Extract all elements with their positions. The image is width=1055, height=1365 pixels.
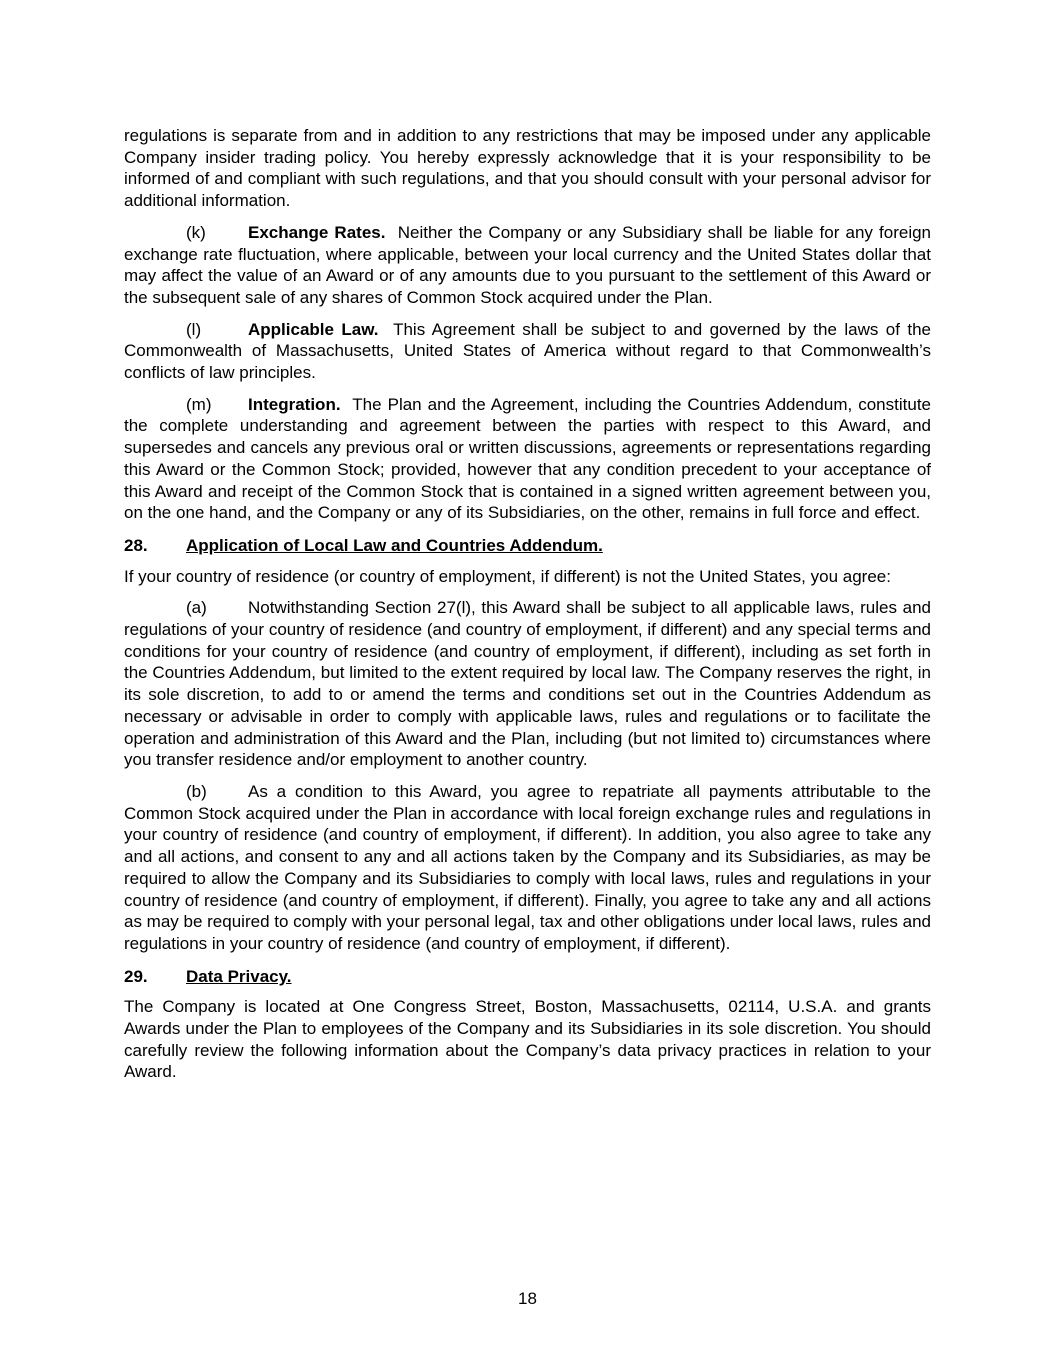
subsection-k-text: Neither the Company or any Subsidiary shall be liable for any foreign exchange rate fluctuation, where applicable, between your local currency and the United States dollar that may affect the value of an Award or of any amounts due to you pursuant to the settlement of this Award or the subsequent sale of any shares of Common Stock acquired under the Plan. (124, 222, 932, 307)
page-number: 18 (518, 1289, 537, 1308)
document-page (124, 125, 931, 1093)
subsection-k-label: (k) (186, 222, 206, 242)
section-29-title: Data Privacy. (186, 966, 292, 986)
subsection-m-label: (m) (186, 394, 212, 414)
subsection-28a-text: Notwithstanding Section 27(l), this Award shall be subject to all applicable laws, rules and regulations of your country of residence (and country of employment, if different) and any special terms and conditions for your country of residence (and country of employment, if different), including as set forth in the Countries Addendum, but limited to the extent required by local law. The Company reserves the right, in its sole discretion, to add to or amend the terms and conditions set out in the Countries Addendum as necessary or advisable in order to comply with applicable laws, rules and regulations or to facilitate the operation and administration of this Award and the Plan, including (but not limited to) circumstances where you transfer residence and/or employment to another country. (124, 598, 931, 770)
continuation-paragraph: regulations is separate from and in addition to any restrictions that may be imposed under any applicable Company insider trading policy. You hereby expressly acknowledge that it is your responsibility to be informed of and compliant with such regulations, and that you should consult with your personal advisor for additional information. (124, 126, 931, 211)
subsection-k-title: Exchange Rates. (248, 222, 386, 242)
section-28-intro: If your country of residence (or country of employment, if different) is not the United States, you agree: (124, 566, 891, 586)
subsection-l-text: This Agreement shall be subject to and governed by the laws of the Commonwealth of Massachusetts, United States of America without regard to that Commonwealth’s conflicts of law principles. (124, 319, 931, 383)
section-28-heading (124, 535, 931, 557)
section-28-title: Application of Local Law and Countries Addendum. (186, 535, 603, 555)
subsection-m (124, 394, 931, 524)
section-29-heading (124, 966, 931, 988)
subsection-28a (124, 597, 931, 771)
subsection-28a-label: (a) (186, 598, 207, 618)
subsection-28b-label: (b) (186, 781, 207, 801)
section-29-number: 29. (124, 966, 148, 986)
subsection-l-label: (l) (186, 319, 202, 339)
subsection-m-title: Integration. (248, 394, 341, 414)
subsection-28b-text: As a condition to this Award, you agree to repatriate all payments attributable to the Common Stock acquired under the Plan in accordance with local foreign exchange rules and regulations in your country of residence (and country of employment, if different). In addition, you also agree to take any and all actions, and consent to any and all actions taken by the Company and its Subsidiaries, as may be required to allow the Company and its Subsidiaries to comply with local laws, rules and regulations in your country of residence (and country of employment, if different). Finally, you agree to take any and all actions as may be required to comply with your personal legal, tax and other obligations under local laws, rules and regulations in your country of residence (and country of employment, if different). (124, 781, 932, 953)
section-28-number: 28. (124, 535, 148, 555)
subsection-l (124, 319, 931, 384)
subsection-28b (124, 781, 931, 955)
subsection-k (124, 222, 931, 309)
subsection-l-title: Applicable Law. (248, 319, 379, 339)
section-29-intro: The Company is located at One Congress Street, Boston, Massachusetts, 02114, U.S.A. and grants Awards under the Plan to employees of the Company and its Subsidiaries in its sole discretion. You should carefully review the following information about the Company’s data privacy practices in relation to your Award. (124, 997, 931, 1082)
subsection-m-text: The Plan and the Agreement, including the Countries Addendum, constitute the complete understanding and agreement between the parties with respect to this Award, and supersedes and cancels any previous oral or written discussions, agreements or representations regarding this Award or the Common Stock; provided, however that any condition precedent to your acceptance of this Award and receipt of the Common Stock that is contained in a signed written agreement between you, on the one hand, and the Company or any of its Subsidiaries, on the other, remains in full force and effect. (124, 394, 931, 523)
